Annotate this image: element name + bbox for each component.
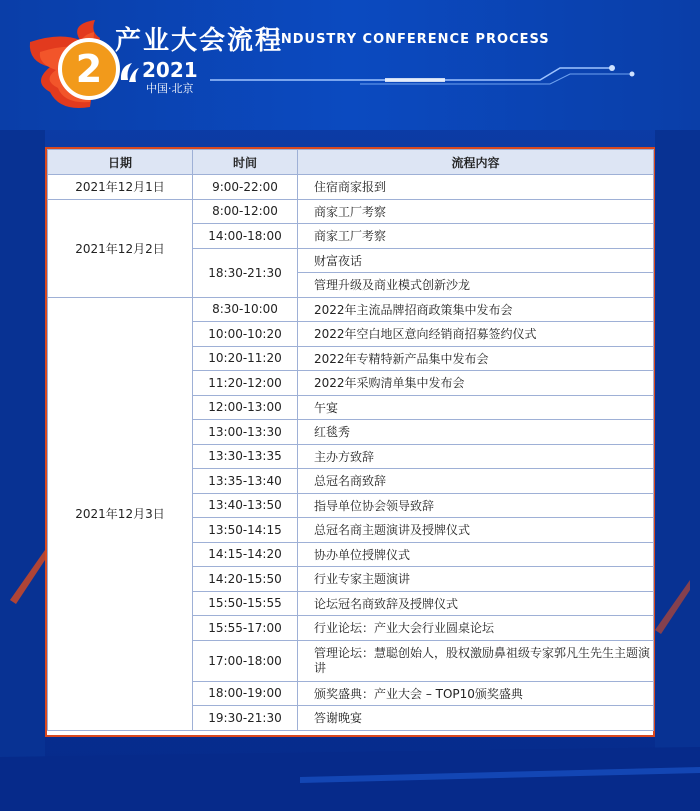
time-cell: 18:00-19:00 [193, 681, 298, 706]
left-stripe-decoration [0, 130, 45, 811]
badge-flame-icon [20, 12, 130, 122]
time-cell: 13:35-13:40 [193, 469, 298, 494]
activity-cell: 住宿商家报到 [298, 175, 654, 200]
activity-cell: 商家工厂考察 [298, 199, 654, 224]
table-row [48, 175, 654, 200]
activity-cell: 行业论坛：产业大会行业圆桌论坛 [298, 616, 654, 641]
logo-year: 2021 [142, 58, 198, 82]
time-cell: 11:20-12:00 [193, 371, 298, 396]
activity-cell: 行业专家主题演讲 [298, 567, 654, 592]
time-cell: 12:00-13:00 [193, 395, 298, 420]
page-title: 产业大会流程 [115, 26, 284, 56]
logo-location: 中国·北京 [146, 82, 194, 95]
time-cell: 10:20-11:20 [193, 346, 298, 371]
circuit-line-decoration [210, 60, 650, 90]
activity-cell: 颁奖盛典：产业大会 – TOP10颁奖盛典 [298, 681, 654, 706]
header-time: 时间 [193, 150, 298, 175]
activity-cell: 财富夜话 [298, 248, 654, 273]
header-content: 流程内容 [298, 150, 654, 175]
time-cell: 17:00-18:00 [193, 640, 298, 681]
date-cell: 2021年12月1日 [48, 175, 193, 200]
table-row [48, 199, 654, 224]
time-cell: 15:50-15:55 [193, 591, 298, 616]
header [0, 0, 700, 130]
activity-cell: 2022年空白地区意向经销商招募签约仪式 [298, 322, 654, 347]
activity-cell: 主办方致辞 [298, 444, 654, 469]
schedule-table [47, 149, 654, 731]
activity-cell: 午宴 [298, 395, 654, 420]
time-cell: 13:30-13:35 [193, 444, 298, 469]
time-cell: 13:40-13:50 [193, 493, 298, 518]
activity-cell: 指导单位协会领导致辞 [298, 493, 654, 518]
time-cell: 13:00-13:30 [193, 420, 298, 445]
table-header-row [48, 150, 654, 175]
time-cell: 15:55-17:00 [193, 616, 298, 641]
top-logo-icon [118, 60, 140, 86]
bottom-stripe-decoration [0, 737, 700, 811]
time-cell: 13:50-14:15 [193, 518, 298, 543]
time-cell: 9:00-22:00 [193, 175, 298, 200]
time-cell: 19:30-21:30 [193, 706, 298, 731]
header-date: 日期 [48, 150, 193, 175]
date-cell: 2021年12月3日 [48, 297, 193, 730]
activity-cell: 2022年采购清单集中发布会 [298, 371, 654, 396]
activity-cell: 商家工厂考察 [298, 224, 654, 249]
activity-cell: 红毯秀 [298, 420, 654, 445]
time-cell: 8:30-10:00 [193, 297, 298, 322]
page-subtitle: INDUSTRY CONFERENCE PROCESS [275, 32, 550, 47]
activity-cell: 管理升级及商业模式创新沙龙 [298, 273, 654, 298]
time-cell: 18:30-21:30 [193, 248, 298, 297]
time-cell: 10:00-10:20 [193, 322, 298, 347]
time-cell: 14:20-15:50 [193, 567, 298, 592]
right-stripe-decoration [655, 130, 700, 811]
activity-cell: 2022年专精特新产品集中发布会 [298, 346, 654, 371]
activity-cell: 总冠名商致辞 [298, 469, 654, 494]
activity-cell: 2022年主流品牌招商政策集中发布会 [298, 297, 654, 322]
schedule-table-frame [45, 147, 655, 737]
activity-cell: 论坛冠名商致辞及授牌仪式 [298, 591, 654, 616]
table-row [48, 297, 654, 322]
activity-cell: 管理论坛：慧聪创始人，股权激励鼻祖级专家郭凡生先生主题演讲 [298, 640, 654, 681]
activity-cell: 总冠名商主题演讲及授牌仪式 [298, 518, 654, 543]
time-cell: 14:15-14:20 [193, 542, 298, 567]
activity-cell: 答谢晚宴 [298, 706, 654, 731]
step-badge: 2 [58, 38, 120, 100]
time-cell: 8:00-12:00 [193, 199, 298, 224]
time-cell: 14:00-18:00 [193, 224, 298, 249]
date-cell: 2021年12月2日 [48, 199, 193, 297]
activity-cell: 协办单位授牌仪式 [298, 542, 654, 567]
